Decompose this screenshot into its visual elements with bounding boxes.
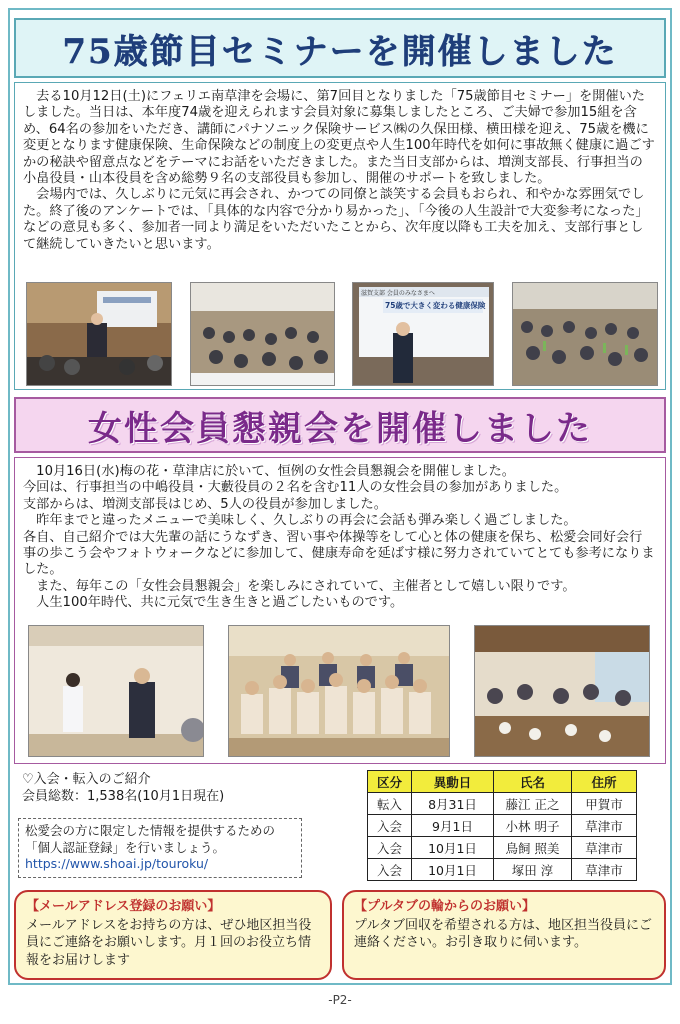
women-paragraph: 今回は、行事担当の中嶋役員・大藪役員の２名を含む11人の女性会員の参加がありました。 xyxy=(23,480,568,496)
auth-notice-text: 松愛会の方に限定した情報を提供するための「個人認証登録」を行いましょう。 xyxy=(25,823,276,855)
women-paragraph: 各自、自己紹介では大先輩の話にうなずき、習い事や体操等をして心と体の健康を保ち、松愛会同好会行事の歩こう会やフォトウォークなどに参加して、健康寿命を延ばす様に努力されていてとても参考になりました。 xyxy=(23,529,655,578)
callout-title: 【プルタブの輪からのお願い】 xyxy=(354,899,535,914)
pulltab-callout xyxy=(342,890,666,980)
column-header: 区分 xyxy=(368,771,412,793)
table-cell: 入会 xyxy=(368,837,412,859)
photo-scene xyxy=(27,283,172,386)
table-row xyxy=(368,793,637,815)
women-photo-dinner xyxy=(474,625,650,757)
women-paragraph: 支部からは、増渕支部長はじめ、5人の役員が参加しました。 xyxy=(23,496,387,512)
table-cell: 10月1日 xyxy=(412,837,494,859)
seminar-paragraph: 会場内では、久しぶりに元気に再会され、かつての同僚と談笑する会員もおられ、和やかな雰囲気でした。終了後のアンケートでは、「具体的な内容で分かり易かった」、「今後の人生設計で大変参考になった」などの意見も多く、参加者一同より満足をいただいたことから、次年度以降も工夫を加え、支部行事として継続していきたいと思います。 xyxy=(23,187,649,252)
women-paragraph: 昨年までと違ったメニューで美味しく、久しぶりの再会に会話も弾み楽しく過ごしました。 xyxy=(23,513,577,529)
photo-scene xyxy=(229,626,450,757)
table-cell: 10月1日 xyxy=(412,859,494,881)
column-header: 氏名 xyxy=(494,771,572,793)
table-row xyxy=(368,815,637,837)
column-header: 住所 xyxy=(572,771,637,793)
women-photo-speakers xyxy=(28,625,204,757)
table-cell: 8月31日 xyxy=(412,793,494,815)
seminar-body xyxy=(23,89,655,253)
women-paragraph: 10月16日(水)梅の花・草津店に於いて、恒例の女性会員懇親会を開催しました。 xyxy=(23,464,515,479)
women-title: 女性会員懇親会を開催しました xyxy=(88,408,592,449)
photo-scene xyxy=(475,626,650,757)
photo-scene xyxy=(191,283,335,386)
registration-link[interactable]: https://www.shoai.jp/touroku/ xyxy=(25,856,209,871)
table-cell: 草津市 xyxy=(572,859,637,881)
table-cell: 転入 xyxy=(368,793,412,815)
membership-info xyxy=(22,771,312,805)
seminar-photo-speaker xyxy=(26,282,172,386)
table-cell: 草津市 xyxy=(572,815,637,837)
table-cell: 入会 xyxy=(368,859,412,881)
seminar-photo-room xyxy=(512,282,658,386)
column-header: 異動日 xyxy=(412,771,494,793)
table-cell: 草津市 xyxy=(572,837,637,859)
slide-title: 75歳で大きく変わる健康保険 xyxy=(385,301,486,310)
table-row xyxy=(368,859,637,881)
email-registration-callout xyxy=(14,890,332,980)
women-paragraph: また、毎年この「女性会員懇親会」を楽しみにされていて、主催者として嬉しい限りです。 xyxy=(23,578,576,594)
seminar-banner xyxy=(14,18,666,78)
seminar-photo-audience xyxy=(190,282,335,386)
table-cell: 入会 xyxy=(368,815,412,837)
women-body xyxy=(23,464,655,612)
women-banner xyxy=(14,397,666,453)
member-changes-table xyxy=(367,770,637,881)
women-photo-group xyxy=(228,625,450,757)
photo-scene xyxy=(29,626,204,757)
callout-text: メールアドレスをお持ちの方は、ぜひ地区担当役員にご連絡をお願いします。月１回のお役立ち情報をお届けします xyxy=(26,917,312,968)
table-cell: 甲賀市 xyxy=(572,793,637,815)
slide-header: 滋賀支部 会員のみなさまへ xyxy=(361,290,435,297)
table-cell: 鳥飼 照美 xyxy=(494,837,572,859)
table-cell: 小林 明子 xyxy=(494,815,572,837)
photo-scene xyxy=(353,283,494,386)
membership-total: 会員総数：1,538名(10月1日現在) xyxy=(22,789,225,804)
page-number: -P2- xyxy=(328,993,352,1007)
table-cell: 塚田 淳 xyxy=(494,859,572,881)
callout-text: プルタブ回収を希望される方は、地区担当役員にご連絡ください。お引き取りに伺います。 xyxy=(354,917,652,950)
table-row xyxy=(368,837,637,859)
callout-title: 【メールアドレス登録のお願い】 xyxy=(26,899,221,914)
seminar-photo-slide xyxy=(352,282,494,386)
table-cell: 9月1日 xyxy=(412,815,494,837)
membership-heading: ♡入会・転入のご紹介 xyxy=(22,772,151,787)
table-cell: 藤江 正之 xyxy=(494,793,572,815)
seminar-paragraph: 去る10月12日(土)にフェリエ南草津を会場に、第7回目となりました「75歳節目セミナー」を開催いたしました。当日は、本年度74歳を迎えられます会員対象に募集しましたところ、ご夫婦で参加15組を含め、64名の参加をいただき、講師にパナソニック保険サービス㈱の久保田様、横田様を迎え、75歳を機に変更となります健康保険、生命保険などの制度上の変更点や人生100年時代を如何に事故無く健康に過ごすかの秘訣や留意点などをテーマにお話をいただきました。また当日支部からは、増渕支部長、行事担当の小畠役員・山本役員を含め総勢９名の支部役員も参加し、開催のサポートを致しました。 xyxy=(23,89,655,187)
auth-notice xyxy=(18,818,302,878)
women-paragraph: 人生100年時代、共に元気で生き生きと過ごしたいものです。 xyxy=(23,595,404,611)
table-header-row xyxy=(368,771,637,793)
photo-scene xyxy=(513,283,658,386)
seminar-title: 75歳節目セミナーを開催しました xyxy=(62,31,618,72)
